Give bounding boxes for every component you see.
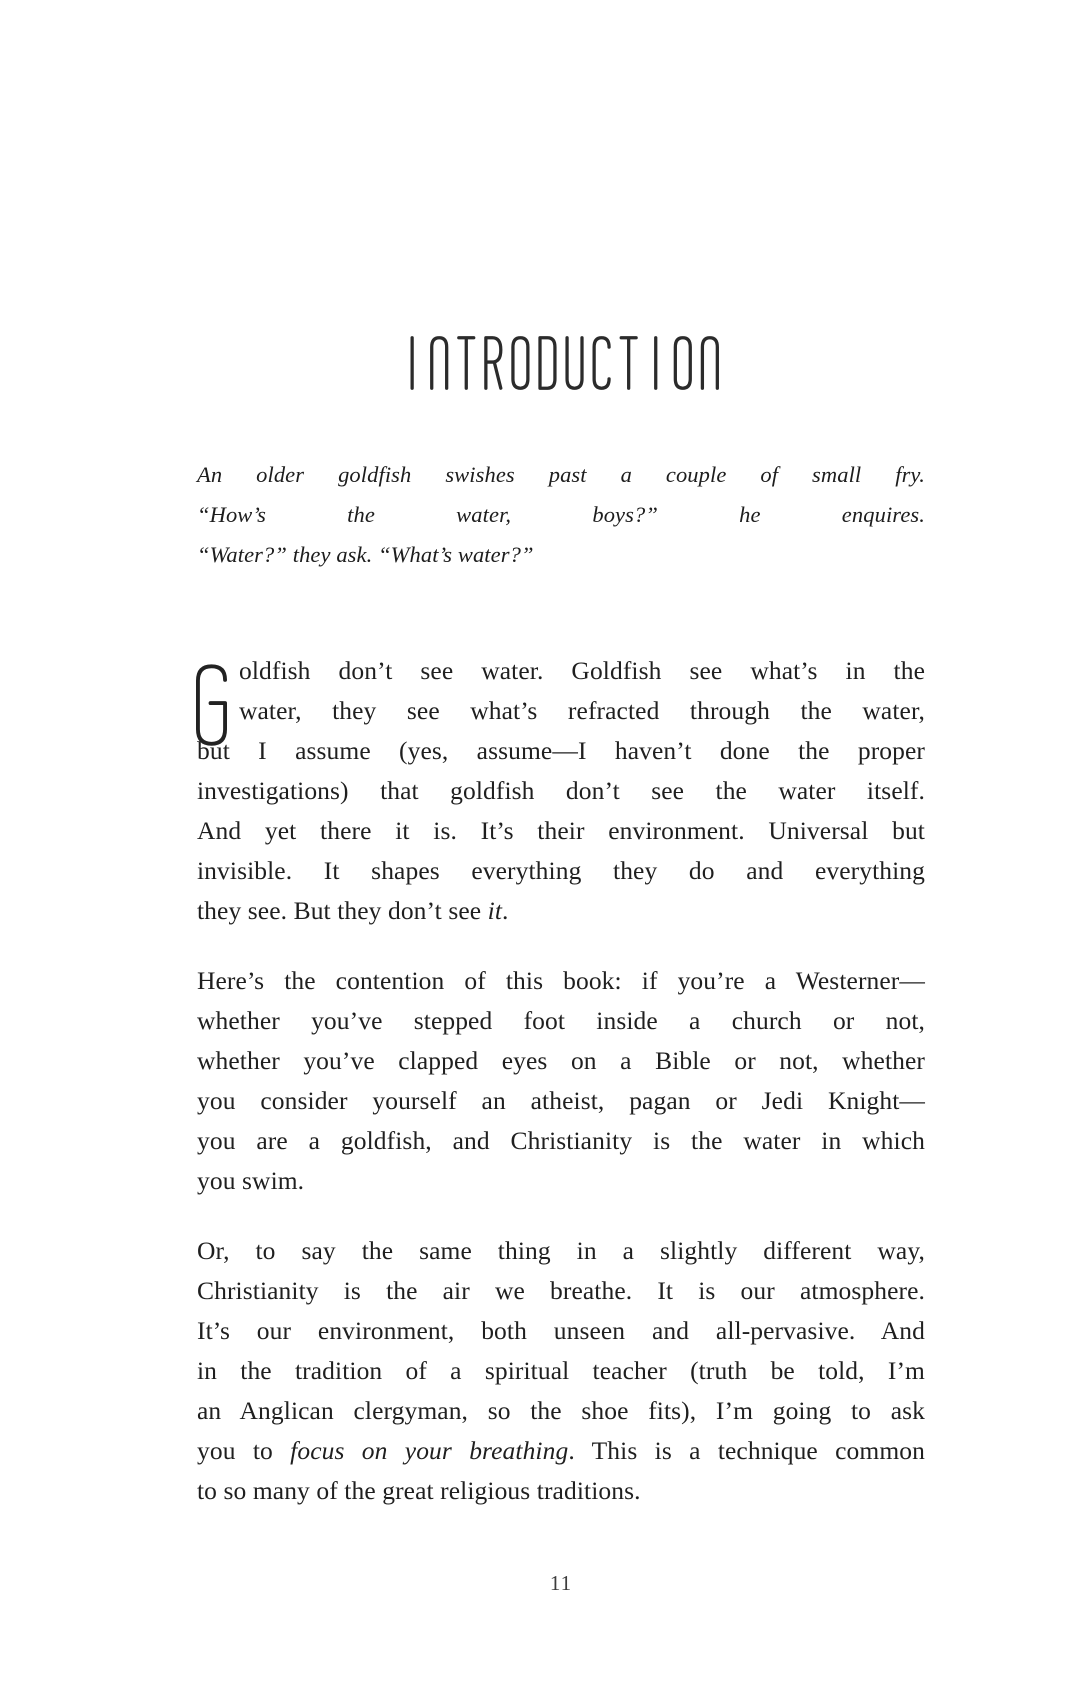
text-line: whether you’ve stepped foot inside a church or not, — [197, 1006, 925, 1035]
text-line: It’s our environment, both unseen and all-pervasive. And — [197, 1316, 925, 1345]
text-line: you consider yourself an atheist, pagan or Jedi Knight— — [197, 1086, 925, 1115]
text-line: “Water?” they ask. “What’s water?” — [197, 542, 534, 567]
text-line: investigations) that goldfish don’t see the water itself. — [197, 776, 925, 805]
chapter-title — [197, 335, 925, 391]
text-column — [197, 335, 925, 1598]
text-line: whether you’ve clapped eyes on a Bible or not, whether — [197, 1046, 925, 1075]
text-line: water, they see what’s refracted through the water, — [239, 696, 925, 725]
text-line: you swim. — [197, 1166, 305, 1195]
text-line: to so many of the great religious traditions. — [197, 1476, 641, 1505]
text-line: you are a goldfish, and Christianity is the water in which — [197, 1126, 925, 1155]
page-number: 11 — [549, 1571, 573, 1595]
epigraph — [197, 455, 925, 575]
paragraph — [197, 961, 925, 1201]
text-line: invisible. It shapes everything they do and everything — [197, 856, 925, 885]
paragraph — [197, 651, 925, 931]
text-line: Christianity is the air we breathe. It is our atmosphere. — [197, 1276, 925, 1305]
text-line: Here’s the contention of this book: if you’re a Westerner— — [197, 966, 925, 995]
text-line: Or, to say the same thing in a slightly different way, — [197, 1236, 925, 1265]
text-line: An older goldfish swishes past a couple of small fry. — [197, 462, 925, 487]
text-line: And yet there it is. It’s their environment. Universal but — [197, 816, 925, 845]
text-line: but I assume (yes, assume—I haven’t done the proper — [197, 736, 925, 765]
text-line: an Anglican clergyman, so the shoe fits), I’m going to ask — [197, 1396, 925, 1425]
text-line: oldfish don’t see water. Goldfish see what’s in the — [239, 656, 925, 685]
drop-cap-G — [196, 664, 227, 746]
text-line: in the tradition of a spiritual teacher (truth be told, I’m — [197, 1356, 925, 1385]
chapter-title-glyphs — [396, 335, 726, 391]
text-line: they see. But they don’t see it. — [197, 896, 509, 925]
paragraph — [197, 1231, 925, 1511]
text-line: “How’s the water, boys?” he enquires. — [197, 502, 925, 527]
text-line: you to focus on your breathing. This is a technique common — [197, 1436, 925, 1465]
